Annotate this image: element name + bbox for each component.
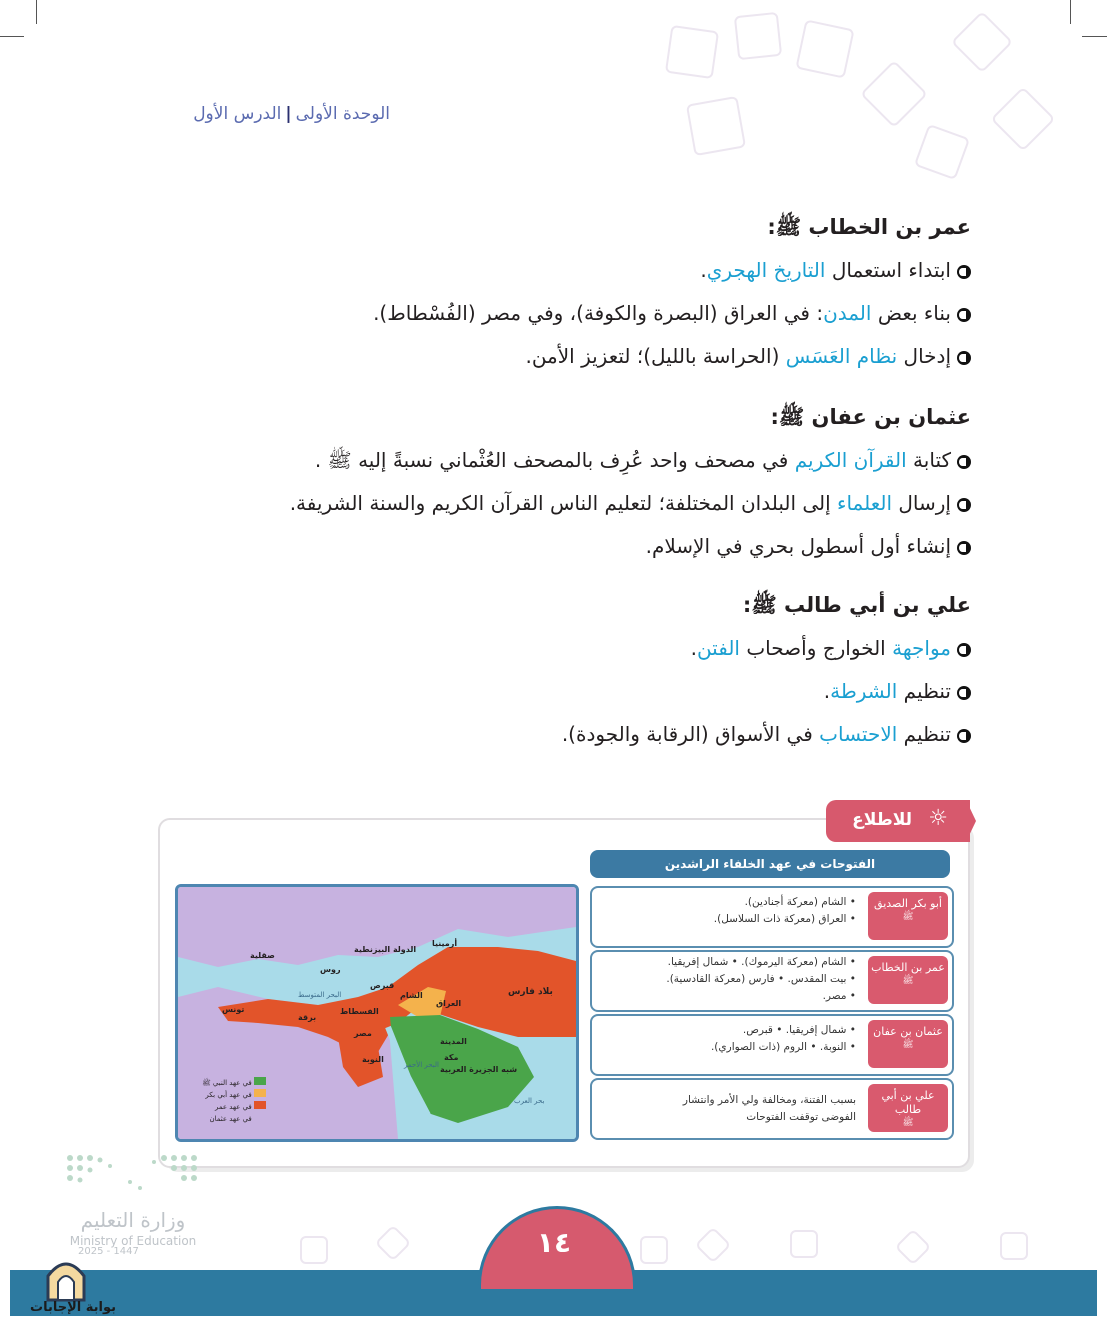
bullet-icon: [957, 541, 971, 555]
portal-watermark: بوابة الإجابات: [30, 1300, 116, 1315]
map-label: شبه الجزيرة العربية: [440, 1065, 518, 1074]
conquest-details: • شمال إفريقيا. • قبرص. • النوبة. • الروم (ذات الصواري).: [710, 1024, 856, 1053]
caliph-badge: أبو بكر الصديق ﷺ: [868, 892, 948, 940]
ministry-logo-dots: [64, 1152, 200, 1196]
crop-mark: [36, 0, 37, 24]
section-title-ali: علي بن أبي طالب ﷺ:: [742, 593, 971, 617]
map-label: البحر الأحمر: [404, 1061, 439, 1069]
list-item: ابتداء استعمال التاريخ الهجري.: [700, 258, 971, 282]
legend-item: في عهد أبي بكر: [196, 1089, 266, 1101]
ministry-logo: وزارة التعليم Ministry of Education 2025 - 1447: [69, 1208, 197, 1257]
caliph-badge: عمر بن الخطاب ﷺ: [868, 956, 948, 1004]
legend-item: في عهد النبي ﷺ: [196, 1077, 266, 1089]
section-title-omar: عمر بن الخطاب ﷺ:: [767, 215, 971, 239]
map-label: النوبة: [362, 1055, 384, 1064]
map-label: مكة: [444, 1053, 459, 1062]
decor-square: [686, 96, 746, 156]
list-item: مواجهة الخوارج وأصحاب الفتن.: [691, 636, 971, 660]
crop-mark: [1082, 36, 1107, 37]
lesson-label: الدرس الأول: [193, 104, 282, 124]
legend-item: في عهد عمر: [196, 1101, 266, 1113]
map-label: الفسطاط: [340, 1007, 379, 1016]
bullet-icon: [957, 498, 971, 512]
legend-swatch: [254, 1089, 266, 1097]
conquests-title: الفتوحات في عهد الخلفاء الراشدين: [590, 850, 950, 878]
bullet-icon: [957, 643, 971, 657]
unit-lesson-header: [150, 104, 390, 124]
decor-square: [914, 124, 970, 180]
map-label: برقة: [298, 1013, 317, 1022]
map-label: العراق: [436, 999, 462, 1008]
map-label: روس: [320, 965, 341, 974]
map-label: البحر المتوسط: [298, 991, 342, 999]
decor-square: [665, 25, 719, 79]
decor-square: [895, 1229, 932, 1266]
bullet-icon: [957, 729, 971, 743]
header-separator: |: [285, 104, 292, 124]
caliph-row: [590, 886, 954, 948]
list-item: إرسال العلماء إلى البلدان المختلفة؛ لتعليم الناس القرآن الكريم والسنة الشريفة.: [290, 491, 971, 515]
list-item: بناء بعض المدن: في العراق (البصرة والكوفة)، وفي مصر (الفُسْطاط).: [373, 301, 971, 325]
legend-swatch: [254, 1101, 266, 1109]
list-item: تنظيم الاحتساب في الأسواق (الرقابة والجودة).: [562, 722, 971, 746]
map-label: أرمينيا: [432, 939, 458, 948]
legend-swatch: [254, 1113, 266, 1121]
legend-swatch: [254, 1077, 266, 1085]
info-tag: [826, 800, 970, 842]
bullet-icon: [957, 455, 971, 469]
list-item: كتابة القرآن الكريم في مصحف واحد عُرِف بالمصحف العُثْماني نسبةً إليه ﷺ .: [315, 448, 971, 477]
decor-square: [795, 19, 854, 78]
map-label: الشام: [400, 991, 423, 1000]
caliph-row: [590, 1014, 954, 1076]
crop-mark: [0, 36, 24, 37]
map-label: مصر: [354, 1029, 372, 1038]
decor-square: [990, 86, 1055, 151]
decor-square: [860, 60, 928, 128]
info-tag-notch: [966, 800, 976, 842]
decor-square: [640, 1236, 668, 1264]
bullet-icon: [957, 308, 971, 322]
list-item: إنشاء أول أسطول بحري في الإسلام.: [646, 534, 971, 558]
map-legend: [196, 1077, 266, 1125]
bullet-icon: [957, 351, 971, 365]
list-item: تنظيم الشرطة.: [824, 679, 971, 703]
mosque-icon: [42, 1256, 90, 1302]
caliph-row: [590, 1078, 954, 1140]
decor-square: [734, 12, 782, 60]
bullet-icon: [957, 686, 971, 700]
list-item: إدخال نظام العَسَس (الحراسة بالليل)؛ لتعزيز الأمن.: [525, 344, 971, 368]
decor-square: [790, 1230, 818, 1258]
map-label: المدينة: [440, 1037, 467, 1046]
decor-square: [300, 1236, 328, 1264]
conquest-details: • الشام (معركة اليرموك). • شمال إفريقيا. • بيت المقدس. • فارس (معركة القادسية). • مصر.: [666, 956, 856, 1002]
caliph-badge: عثمان بن عفان ﷺ: [868, 1020, 948, 1068]
lightbulb-icon: ☼: [928, 806, 948, 831]
page-number: ١٤: [536, 1226, 572, 1259]
unit-label: الوحدة الأولى: [295, 104, 390, 124]
map-label: بحر العرب: [514, 1097, 545, 1105]
legend-item: في عهد عثمان: [196, 1113, 266, 1125]
decor-square: [695, 1227, 732, 1264]
decor-square: [375, 1225, 412, 1262]
crop-mark: [1070, 0, 1071, 24]
info-tag-label: للاطلاع: [852, 810, 912, 830]
bullet-icon: [957, 265, 971, 279]
caliph-row: [590, 950, 954, 1012]
conquests-map: [175, 884, 579, 1142]
map-label: بلاد فارس: [508, 987, 553, 997]
map-label: الدولة البيزنطية: [354, 945, 417, 954]
map-label: قبرص: [370, 981, 395, 990]
decor-square: [951, 11, 1013, 73]
map-label: تونس: [222, 1005, 245, 1014]
conquest-details: • الشام (معركة أجنادين). • العراق (معركة ذات السلاسل).: [713, 896, 856, 925]
caliph-badge: علي بن أبي طالب ﷺ: [868, 1084, 948, 1132]
map-label: صقلية: [250, 951, 275, 960]
conquest-details: بسبب الفتنة، ومخالفة ولي الأمر وانتشار الفوضى توقفت الفتوحات: [682, 1094, 856, 1123]
section-title-othman: عثمان بن عفان ﷺ:: [770, 405, 971, 429]
decor-square: [1000, 1232, 1028, 1260]
